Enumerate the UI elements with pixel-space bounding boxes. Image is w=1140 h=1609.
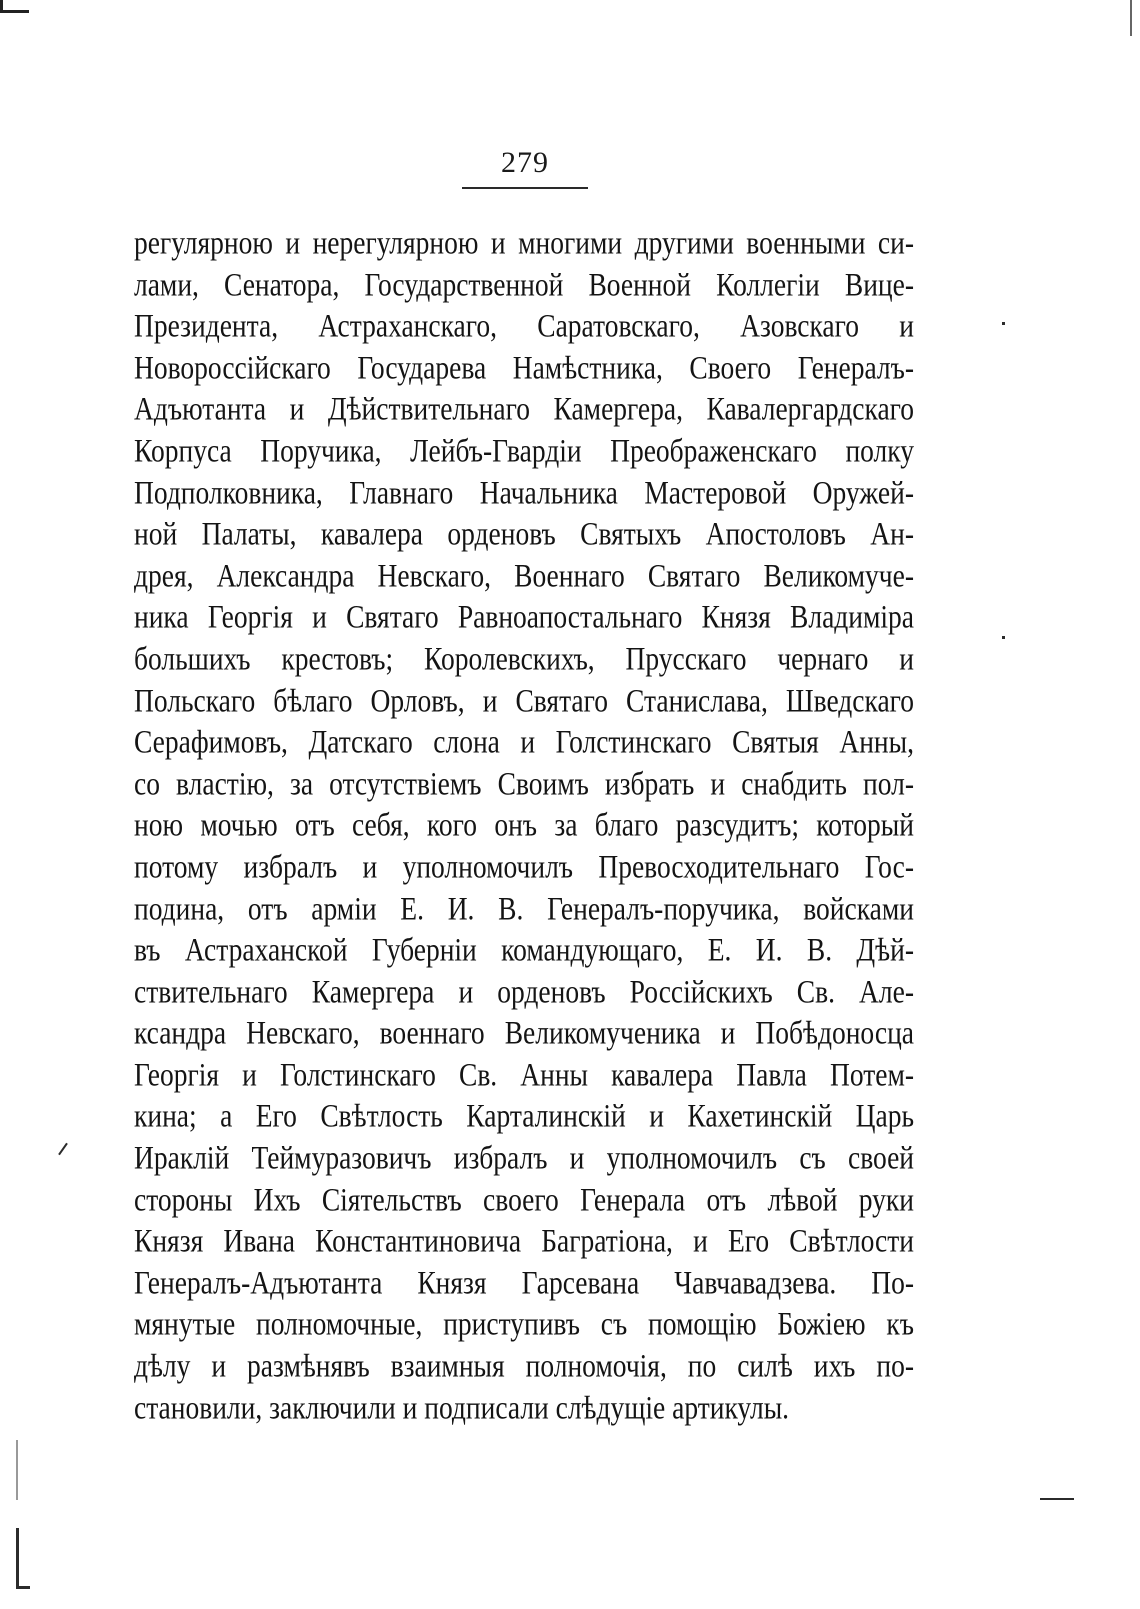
- page-number-rule: [462, 187, 588, 189]
- text-line: Георгія и Голстинскаго Св. Анны кавалера Павла Потем-: [134, 1056, 914, 1093]
- text-line: Новороссійскаго Государева Намѣстника, Своего Генералъ-: [134, 348, 914, 386]
- text-line: мянутые полномочные, приступивъ съ помощію Божіею къ: [134, 1305, 914, 1343]
- text-line: Президента, Астраханскаго, Саратовскаго, Азовскаго и: [134, 307, 914, 344]
- text-line: Князя Ивана Константиновича Багратіона, и Его Свѣтлости: [134, 1222, 914, 1259]
- text-line: кина; а Его Свѣтлость Карталинскій и Кахетинскій Царь: [134, 1097, 914, 1135]
- text-line: ника Георгія и Святаго Равноапостальнаго Князя Владиміра: [134, 598, 914, 636]
- text-line: ксандра Невскаго, военнаго Великомученика и Побѣдоносца: [134, 1014, 914, 1052]
- text-line: Польскаго бѣлаго Орловъ, и Святаго Станислава, Шведскаго: [134, 681, 914, 719]
- scan-edge-mark: [16, 1528, 19, 1588]
- page-number: 279: [501, 146, 549, 179]
- text-line-last: становили, заключили и подписали слѣдущіе артикулы.: [134, 1388, 790, 1426]
- text-line: Подполковника, Главнаго Начальника Мастеровой Оружей-: [134, 473, 914, 511]
- scan-edge-mark: [1130, 0, 1132, 36]
- text-line: Ираклій Теймуразовичъ избралъ и уполномочилъ съ своей: [134, 1139, 914, 1176]
- text-line: регулярною и нерегулярною и многими другими военными си-: [134, 224, 914, 261]
- text-line: потому избралъ и уполномочилъ Превосходительнаго Гос-: [134, 848, 914, 885]
- text-line: подина, отъ арміи Е. И. В. Генералъ-поручика, войсками: [134, 889, 914, 927]
- text-line: лами, Сенатора, Государственной Военной Коллегіи Вице-: [134, 265, 914, 303]
- text-line: ствительнаго Камергера и орденовъ Россійскихъ Св. Але-: [134, 972, 914, 1010]
- scan-edge-mark: [16, 1440, 18, 1500]
- scan-edge-mark: [16, 1586, 30, 1589]
- scan-corner-mark: [0, 0, 29, 13]
- scan-speck: [1040, 1498, 1074, 1500]
- text-line: со властію, за отсутствіемъ Своимъ избрать и снабдить пол-: [134, 764, 914, 802]
- text-line: большихъ крестовъ; Королевскихъ, Прусскаго чернаго и: [134, 640, 914, 677]
- text-line: въ Астраханской Губерніи командующаго, Е. И. В. Дѣй-: [134, 931, 914, 968]
- text-line: ной Палаты, кавалера орденовъ Святыхъ Апостоловъ Ан-: [134, 515, 914, 552]
- text-line: ною мочью отъ себя, кого онъ за благо разсудитъ; который: [134, 806, 914, 844]
- body-text: [134, 222, 914, 1428]
- scan-speck: [1002, 636, 1005, 639]
- text-line: Генералъ-Адъютанта Князя Гарсевана Чавчавадзева. По-: [134, 1264, 914, 1301]
- text-line: Серафимовъ, Датскаго слона и Голстинскаго Святыя Анны,: [134, 723, 914, 760]
- text-line: стороны Ихъ Сіятельствъ своего Генерала отъ лѣвой руки: [134, 1180, 914, 1218]
- scan-speck: [1002, 322, 1005, 325]
- text-line: Корпуса Поручика, Лейбъ-Гвардіи Преображенскаго полку: [134, 432, 914, 469]
- scan-speck: [58, 1143, 68, 1156]
- text-line: дѣлу и размѣнявъ взаимныя полномочія, по силѣ ихъ по-: [134, 1347, 914, 1384]
- text-line: дрея, Александра Невскаго, Военнаго Святаго Великомуче-: [134, 556, 914, 594]
- text-line: Адъютанта и Дѣйствительнаго Камергера, Кавалергардскаго: [134, 390, 914, 428]
